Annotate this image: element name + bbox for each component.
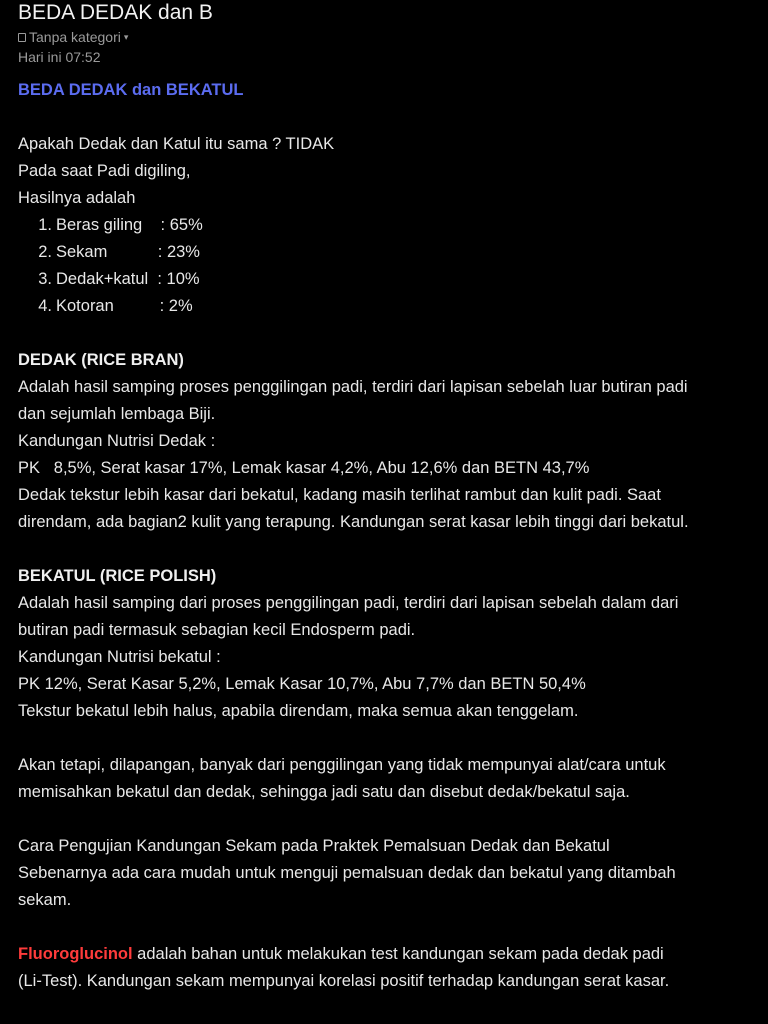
paragraph-line: direndam, ada bagian2 kulit yang terapung. Kandungan serat kasar lebih tinggi dari bekatul. bbox=[18, 513, 689, 531]
paragraph-line: Kandungan Nutrisi Dedak : bbox=[18, 432, 216, 450]
list-number: 3. bbox=[38, 270, 52, 288]
note-timestamp: Hari ini 07:52 bbox=[18, 49, 101, 65]
intro-line: Pada saat Padi digiling, bbox=[18, 162, 191, 180]
category-selector[interactable] bbox=[18, 27, 748, 47]
paragraph-line: PK 8,5%, Serat kasar 17%, Lemak kasar 4,2%, Abu 12,6% dan BETN 43,7% bbox=[18, 459, 590, 477]
paragraph-line bbox=[18, 941, 748, 968]
chevron-down-icon: ▾ bbox=[123, 31, 129, 42]
blank-line bbox=[18, 914, 748, 941]
paragraph-line: Cara Pengujian Kandungan Sekam pada Praktek Pemalsuan Dedak dan Bekatul bbox=[18, 837, 610, 855]
highlight-term: Fluoroglucinol bbox=[18, 945, 133, 963]
highlight-rest: adalah bahan untuk melakukan test kandungan sekam pada dedak padi bbox=[132, 945, 664, 963]
result-list bbox=[18, 212, 748, 320]
intro-line: Hasilnya adalah bbox=[18, 189, 136, 207]
list-text: Kotoran : 2% bbox=[56, 297, 193, 315]
paragraph-line: Dedak tekstur lebih kasar dari bekatul, kadang masih terlihat rambut dan kulit padi. Saat bbox=[18, 486, 661, 504]
paragraph-line: Tekstur bekatul lebih halus, apabila direndam, maka semua akan tenggelam. bbox=[18, 702, 579, 720]
category-label: Tanpa kategori bbox=[29, 29, 121, 45]
paragraph-line: Adalah hasil samping proses penggilingan padi, terdiri dari lapisan sebelah luar butiran padi bbox=[18, 378, 688, 396]
list-text: Dedak+katul : 10% bbox=[56, 270, 200, 288]
paragraph-line: Sebenarnya ada cara mudah untuk menguji pemalsuan dedak dan bekatul yang ditambah bbox=[18, 864, 676, 882]
list-item bbox=[18, 239, 748, 266]
list-text: Beras giling : 65% bbox=[56, 216, 203, 234]
list-item bbox=[18, 293, 748, 320]
section-title-dedak: DEDAK (RICE BRAN) bbox=[18, 351, 184, 369]
blank-line bbox=[18, 104, 748, 131]
paragraph-line: (Li-Test). Kandungan sekam mempunyai korelasi positif terhadap kandungan serat kasar. bbox=[18, 972, 670, 990]
blank-line bbox=[18, 806, 748, 833]
list-number: 2. bbox=[38, 243, 52, 261]
blank-line bbox=[18, 536, 748, 563]
paragraph-line: PK 12%, Serat Kasar 5,2%, Lemak Kasar 10,7%, Abu 7,7% dan BETN 50,4% bbox=[18, 675, 586, 693]
note-heading: BEDA DEDAK dan BEKATUL bbox=[18, 81, 244, 99]
paragraph-line: dan sejumlah lembaga Biji. bbox=[18, 405, 216, 423]
list-number: 4. bbox=[38, 297, 52, 315]
blank-line bbox=[18, 725, 748, 752]
paragraph-line: Kandungan Nutrisi bekatul : bbox=[18, 648, 221, 666]
paragraph-line: Adalah hasil samping dari proses penggilingan padi, terdiri dari lapisan sebelah dalam dari bbox=[18, 594, 679, 612]
section-title-bekatul: BEKATUL (RICE POLISH) bbox=[18, 567, 217, 585]
blank-line bbox=[18, 320, 748, 347]
list-number: 1. bbox=[38, 216, 52, 234]
paragraph-line: sekam. bbox=[18, 891, 72, 909]
note-view bbox=[18, 0, 748, 995]
folder-icon bbox=[18, 33, 26, 42]
paragraph-line: memisahkan bekatul dan dedak, sehingga jadi satu dan disebut dedak/bekatul saja. bbox=[18, 783, 630, 801]
list-item bbox=[18, 266, 748, 293]
list-item bbox=[18, 212, 748, 239]
intro-line: Apakah Dedak dan Katul itu sama ? TIDAK bbox=[18, 135, 335, 153]
list-text: Sekam : 23% bbox=[56, 243, 200, 261]
note-title[interactable]: BEDA DEDAK dan B bbox=[18, 1, 213, 24]
note-body[interactable] bbox=[18, 77, 748, 995]
paragraph-line: Akan tetapi, dilapangan, banyak dari penggilingan yang tidak mempunyai alat/cara untuk bbox=[18, 756, 666, 774]
paragraph-line: butiran padi termasuk sebagian kecil Endosperm padi. bbox=[18, 621, 416, 639]
